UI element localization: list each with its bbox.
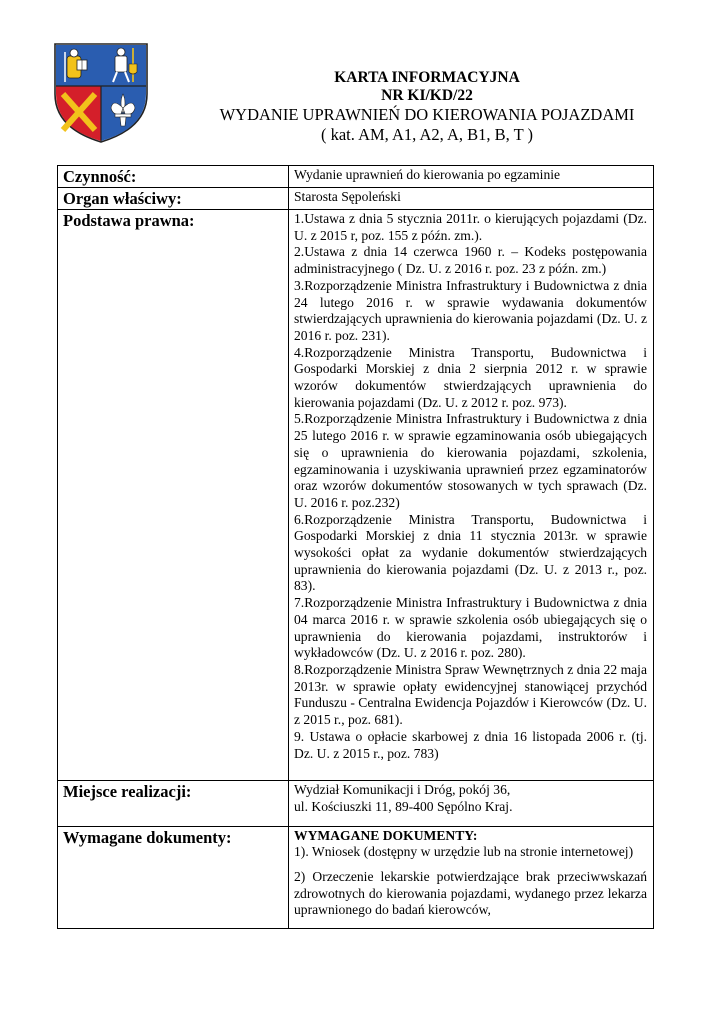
info-table xyxy=(57,165,654,929)
row-czynnosc xyxy=(58,166,654,188)
required-documents-title: WYMAGANE DOKUMENTY: xyxy=(294,827,478,843)
label-miejsce: Miejsce realizacji: xyxy=(58,781,289,826)
label-dokumenty: Wymagane dokumenty: xyxy=(58,826,289,928)
row-organ xyxy=(58,188,654,210)
value-czynnosc: Wydanie uprawnień do kierowania po egzaminie xyxy=(289,166,654,188)
legal-basis-item: 8.Rozporządzenie Ministra Spraw Wewnętrznych z dnia 22 maja 2013r. w sprawie opłaty ewidencyjnej stanowiącej przychód Funduszu - Centralna Ewidencja Pojazdów i Kierowców (Dz. U. z 2015 r., poz. 681). xyxy=(294,661,647,728)
value-miejsce xyxy=(289,781,654,826)
legal-basis-item: 1.Ustawa z dnia 5 stycznia 2011r. o kierujących pojazdami (Dz. U. z 2015 r, poz. 155 z późn. zm.). xyxy=(294,211,647,243)
legal-basis-item: 7.Rozporządzenie Ministra Infrastruktury i Budownictwa z dnia 04 marca 2016 r. w sprawie szkolenia osób ubiegających się o uprawnienia do kierowania pojazdami, instruktorów i wykładowców (Dz. U. z 2016 r. poz. 280). xyxy=(294,595,647,661)
value-dokumenty xyxy=(289,826,654,928)
document-header xyxy=(150,69,704,145)
coat-of-arms-icon xyxy=(53,42,149,144)
label-podstawa: Podstawa prawna: xyxy=(58,210,289,781)
label-czynnosc: Czynność: xyxy=(58,166,289,188)
row-podstawa xyxy=(58,210,654,781)
legal-basis-item: 6.Rozporządzenie Ministra Transportu, Budownictwa i Gospodarki Morskiej z dnia 11 stycznia 2013r. w sprawie wysokości opłat za wydanie dokumentów stwierdzających uprawnienia do kierowania pojazdami (Dz. U. z 2013 r., poz. 83). xyxy=(294,511,647,594)
value-organ: Starosta Sępoleński xyxy=(289,188,654,210)
document-subject: WYDANIE UPRAWNIEŃ DO KIEROWANIA POJAZDAMI xyxy=(219,105,635,124)
legal-basis-item: 2.Ustawa z dnia 14 czerwca 1960 r. – Kodeks postępowania administracyjnego ( Dz. U. z 2016 r. poz. 23 z późn. zm.) xyxy=(294,244,647,277)
label-organ: Organ właściwy: xyxy=(58,188,289,210)
legal-basis-item: 9. Ustawa o opłacie skarbowej z dnia 16 listopada 2006 r. (tj. Dz. U. z 2015 r., poz. 783) xyxy=(294,728,647,761)
row-dokumenty xyxy=(58,826,654,928)
legal-basis-item: 4.Rozporządzenie Ministra Transportu, Budownictwa i Gospodarki Morskiej z dnia 2 sierpnia 2012 r. w sprawie wzorów dokumentów stwierdzających uprawnienia do kierowania pojazdami (Dz. U. z 2012 r. poz. 973). xyxy=(294,344,647,410)
document-number: NR KI/KD/22 xyxy=(381,87,473,104)
required-document-item: 1). Wniosek (dostępny w urzędzie lub na stronie internetowej) xyxy=(294,844,634,860)
document-title: KARTA INFORMACYJNA xyxy=(334,69,520,86)
legal-basis-item: 5.Rozporządzenie Ministra Infrastruktury i Budownictwa z dnia 25 lutego 2016 r. w sprawie egzaminowania osób ubiegających się o uprawnienia do kierowania pojazdami, szkolenia, egzaminowania i uzyskiwania uprawnień przez egzaminatorów oraz wzorów dokumentów stosowanych w tych sprawach (Dz. U. 2016 r. poz.232) xyxy=(294,411,647,510)
required-document-item: 2) Orzeczenie lekarskie potwierdzające brak przeciwwskazań zdrowotnych do kierowania pojazdami, wydanego przez lekarza uprawnionego do badań kierowców, xyxy=(294,869,647,918)
document-categories: ( kat. AM, A1, A2, A, B1, B, T ) xyxy=(320,125,534,144)
value-podstawa xyxy=(289,210,654,781)
row-miejsce xyxy=(58,781,654,826)
legal-basis-item: 3.Rozporządzenie Ministra Infrastruktury i Budownictwa z dnia 24 lutego 2016 r. w sprawie wydawania dokumentów stwierdzających uprawnienia do kierowania pojazdami (Dz. U. z 2016 r. poz. 231). xyxy=(294,277,647,343)
location-line-1: Wydział Komunikacji i Dróg, pokój 36, xyxy=(294,782,511,798)
location-line-2: ul. Kościuszki 11, 89-400 Sępólno Kraj. xyxy=(294,798,513,814)
